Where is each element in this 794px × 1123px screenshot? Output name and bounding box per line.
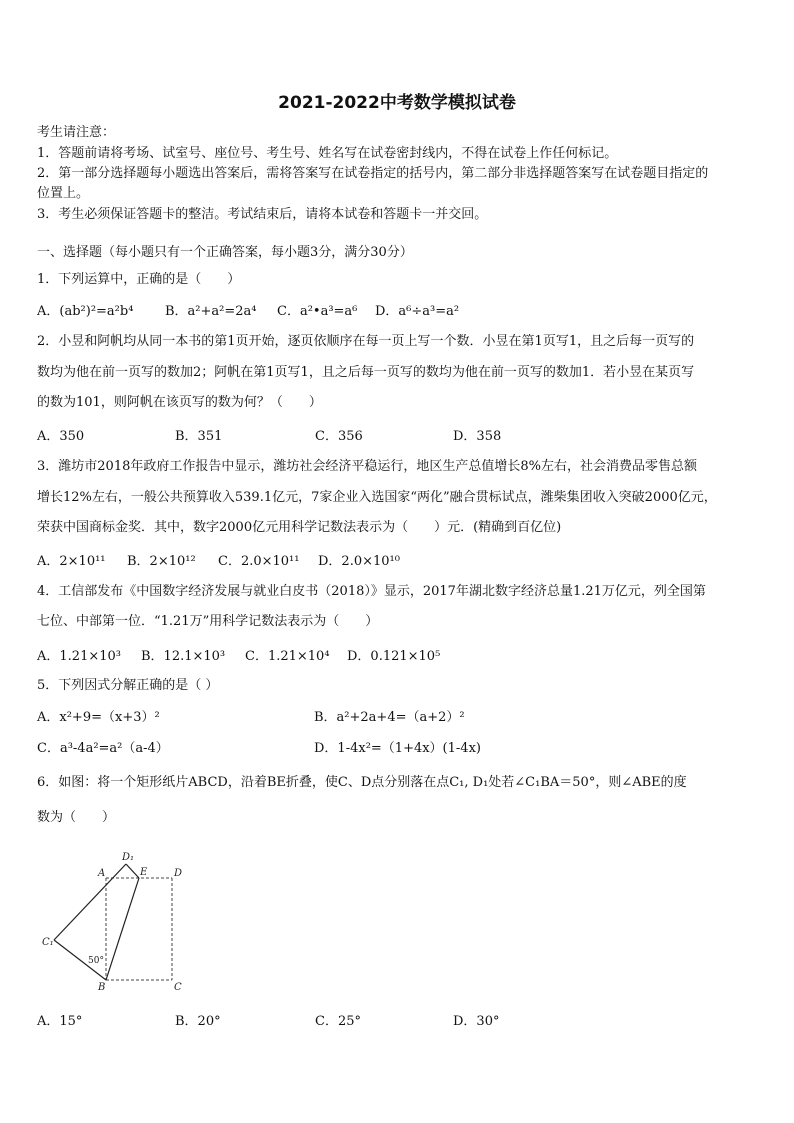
notice-heading: 考生请注意： xyxy=(37,125,116,140)
label-angle: 50° xyxy=(88,956,104,966)
q3-option-a: A．2×10¹¹ xyxy=(37,554,106,569)
q2-option-c: C．356 xyxy=(315,429,363,444)
label-a: A xyxy=(98,868,106,879)
label-c1: C₁ xyxy=(42,937,54,948)
q2-option-b: B．351 xyxy=(175,429,223,444)
edge-c1d1 xyxy=(54,864,126,940)
q4-option-c: C．1.21×10⁴ xyxy=(245,649,330,664)
section-heading: 一、选择题（每小题只有一个正确答案，每小题3分，满分30分） xyxy=(37,245,413,260)
notice-item: 3．考生必须保证答题卡的整洁。考试结束后，请将本试卷和答题卡一并交回。 xyxy=(37,207,488,222)
q6-option-b: B．20° xyxy=(175,1014,221,1029)
q5-option-b: B．a²+2a+4=（a+2）² xyxy=(314,710,465,725)
notice-item: 1．答题前请将考场、试室号、座位号、考生号、姓名写在试卷密封线内，不得在试卷上作任何标记。 xyxy=(37,146,618,161)
q5-option-a: A．x²+9=（x+3）² xyxy=(37,710,160,725)
question-3-line: 增长12%左右，一般公共预算收入539.1亿元，7家企业入选国家“两化”融合贯标试点，潍柴集团收入突破2000亿元， xyxy=(37,490,717,505)
page-title: 2021-2022中考数学模拟试卷 xyxy=(278,93,516,113)
q4-option-d: D．0.121×10⁵ xyxy=(347,649,441,664)
question-4-line: 七位、中部第一位．“1.21万”用科学记数法表示为（ ） xyxy=(37,614,379,629)
q2-option-a: A．350 xyxy=(37,429,85,444)
q6-option-d: D．30° xyxy=(453,1014,500,1029)
question-3-line: 3．潍坊市2018年政府工作报告中显示，潍坊社会经济平稳运行，地区生产总值增长8%左右，社会消费品零售总额 xyxy=(37,459,697,474)
question-3-line: 荣获中国商标金奖．其中，数字2000亿元用科学记数法表示为（ ）元．(精确到百亿位) xyxy=(37,520,562,535)
label-c: C xyxy=(174,982,182,993)
q3-option-b: B．2×10¹² xyxy=(127,554,196,569)
q1-option-d: D．a⁶÷a³=a² xyxy=(375,304,460,319)
question-2-line: 的数为101，则阿帆在该页写的数为何？（ ） xyxy=(37,395,322,410)
notice-item: 位置上。 xyxy=(37,186,90,201)
label-b: B xyxy=(98,982,106,993)
q3-option-c: C．2.0×10¹¹ xyxy=(218,554,300,569)
question-2-line: 2．小昱和阿帆均从同一本书的第1页开始，逐页依顺序在每一页上写一个数．小昱在第1页写1，且之后每一页写的 xyxy=(37,334,695,349)
question-1-stem: 1．下列运算中，正确的是（ ） xyxy=(37,272,241,287)
question-6-line: 6．如图：将一个矩形纸片ABCD，沿着BE折叠，使C、D点分别落在点C₁, D₁处若∠C₁BA＝50°，则∠ABE的度 xyxy=(37,775,687,790)
folding-rectangle-figure xyxy=(36,848,196,993)
question-4-line: 4．工信部发布《中国数字经济发展与就业白皮书（2018）》显示，2017年湖北数字经济总量1.21万亿元，列全国第 xyxy=(37,584,706,599)
q5-option-c: C．a³-4a²=a²（a-4） xyxy=(37,741,169,756)
question-5-stem: 5．下列因式分解正确的是（ ） xyxy=(37,678,219,693)
label-d: D xyxy=(174,868,183,879)
q1-option-a: A．(ab²)²=a²b⁴ xyxy=(37,304,134,319)
q6-option-c: C．25° xyxy=(315,1014,361,1029)
q4-option-a: A．1.21×10³ xyxy=(37,649,121,664)
q6-option-a: A．15° xyxy=(37,1014,83,1029)
q5-option-d: D．1-4x²=（1+4x）(1-4x) xyxy=(314,741,481,756)
q1-option-c: C．a²•a³=a⁶ xyxy=(277,304,358,319)
fold-line-be xyxy=(106,878,139,980)
notice-item: 2．第一部分选择题每小题选出答案后，需将答案写在试卷指定的括号内，第二部分非选择题答案写在试卷题目指定的 xyxy=(37,166,709,181)
question-6-line: 数为（ ） xyxy=(37,810,116,825)
q4-option-b: B．12.1×10³ xyxy=(141,649,226,664)
label-d1: D₁ xyxy=(122,852,135,863)
q2-option-d: D．358 xyxy=(453,429,502,444)
question-2-line: 数均为他在前一页写的数加2；阿帆在第1页写1，且之后每一页写的数均为他在前一页写的数加1．若小昱在某页写 xyxy=(37,365,695,380)
label-e: E xyxy=(140,867,148,878)
edge-d1e xyxy=(126,864,139,878)
q3-option-d: D．2.0×10¹⁰ xyxy=(318,554,400,569)
q1-option-b: B．a²+a²=2a⁴ xyxy=(165,304,257,319)
